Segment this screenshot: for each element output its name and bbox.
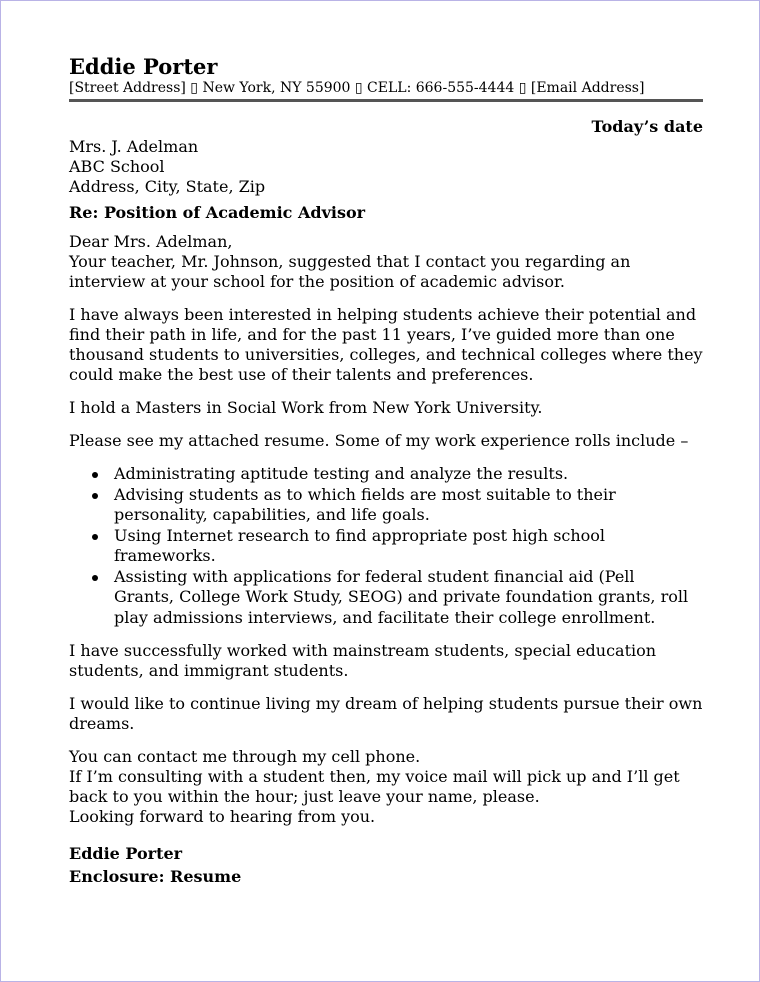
sender-name: Eddie Porter (69, 54, 218, 79)
resume-paragraph: Please see my attached resume. Some of my work experience rolls include – (69, 431, 689, 450)
closing-line-voicemail: If I’m consulting with a student then, my voice mail will pick up and I’ll get back to you within the hour; just leave your name, please. (69, 767, 680, 806)
experience-paragraph: I have always been interested in helping students achieve their potential and find their path in life, and for the past 11 years, I’ve guided more than one thousand students to universities, colleges, and technical colleges where they could make the best use of their talents and preferences. (69, 305, 703, 384)
list-item: Advising students as to which fields are most suitable to their personality, capabilities, and life goals. (114, 485, 703, 526)
letter-date: Today’s date (591, 117, 703, 136)
signature-block (69, 842, 703, 888)
intro-paragraph: Your teacher, Mr. Johnson, suggested that I contact you regarding an interview at your school for the position of academic advisor. (69, 252, 631, 291)
list-item: Using Internet research to find appropriate post high school frameworks. (114, 526, 703, 567)
recipient-org: ABC School (69, 157, 165, 176)
list-item: Assisting with applications for federal student financial aid (Pell Grants, College Work Study, SEOG) and private foundation grants, roll play admissions interviews, and facilitate their college enrollment. (114, 567, 703, 629)
list-item: Administrating aptitude testing and analyze the results. (114, 464, 703, 485)
recipient-address: Address, City, State, Zip (69, 177, 266, 196)
closing-block (69, 747, 703, 827)
letter-content (69, 55, 703, 888)
duties-list (69, 464, 703, 628)
sender-contact-line: [Street Address] ▯ New York, NY 55900 ▯ CELL: 666-555-4444 ▯ [Email Address] (69, 80, 645, 96)
students-paragraph: I have successfully worked with mainstream students, special education students, and immigrant students. (69, 641, 657, 680)
greeting-block (69, 232, 703, 292)
recipient-address-block (69, 137, 703, 197)
closing-line-contact: You can contact me through my cell phone. (69, 747, 421, 766)
education-paragraph: I hold a Masters in Social Work from New York University. (69, 398, 543, 417)
signature-name: Eddie Porter (69, 844, 183, 863)
salutation: Dear Mrs. Adelman, (69, 232, 233, 251)
recipient-name: Mrs. J. Adelman (69, 137, 199, 156)
dream-paragraph: I would like to continue living my dream of helping students pursue their own dreams. (69, 694, 703, 733)
closing-line-thanks: Looking forward to hearing from you. (69, 807, 376, 826)
subject-line: Re: Position of Academic Advisor (69, 203, 366, 222)
header-divider (69, 99, 703, 102)
enclosure-note: Enclosure: Resume (69, 867, 242, 886)
letterhead (69, 55, 703, 102)
